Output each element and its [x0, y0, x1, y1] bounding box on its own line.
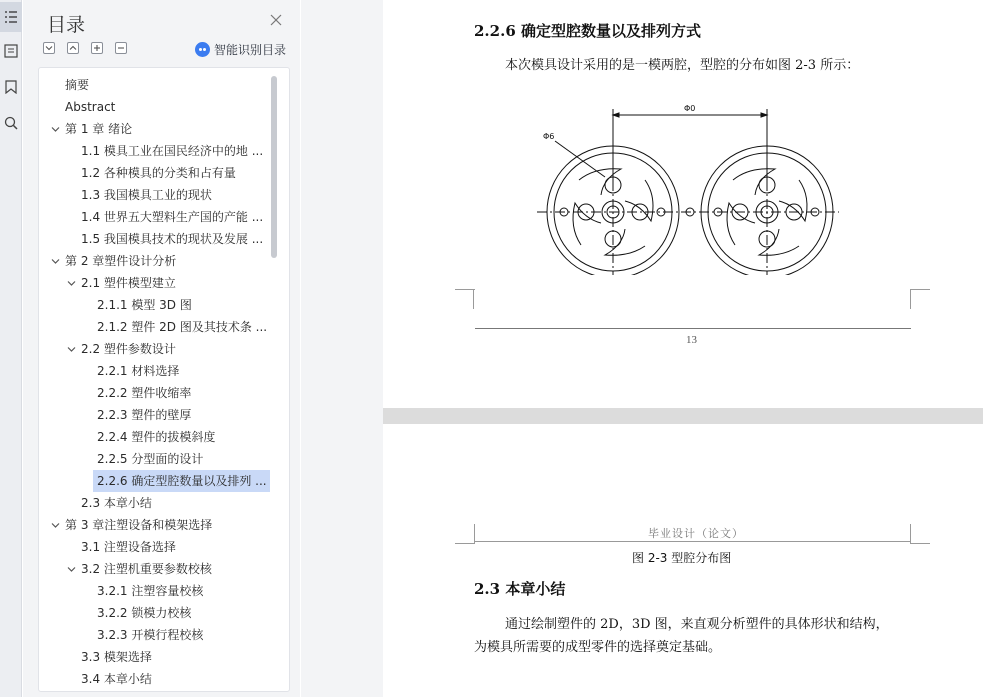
remove-heading-icon[interactable]	[115, 42, 127, 54]
bookmark-icon[interactable]	[0, 72, 22, 102]
outline-item[interactable]	[81, 184, 212, 206]
list-icon[interactable]	[0, 36, 22, 66]
document-gutter	[301, 0, 383, 697]
outline-item-label: 3.1 注塑设备选择	[81, 540, 176, 554]
page-header-text: 毕业设计（论文）	[648, 527, 744, 540]
page-corner-mark	[910, 289, 930, 309]
outline-icon[interactable]	[0, 2, 22, 32]
body-paragraph-line-1: 通过绘制塑件的 2D，3D 图，来直观分析塑件的具体形状和结构，	[505, 617, 889, 632]
body-paragraph-line-2: 为模具所需要的成型零件的选择奠定基础。	[474, 640, 722, 655]
outline-item[interactable]	[81, 492, 152, 514]
outline-item-label: 2.1 塑件模型建立	[81, 276, 176, 290]
outline-item[interactable]	[65, 250, 176, 272]
page-corner-mark	[473, 289, 474, 309]
outline-scrollbar[interactable]	[271, 76, 277, 258]
outline-item[interactable]	[81, 228, 263, 250]
chevron-down-icon[interactable]	[51, 257, 60, 266]
page-corner-mark	[474, 524, 475, 544]
footer-rule	[475, 328, 911, 329]
outline-item[interactable]	[97, 382, 191, 404]
outline-item[interactable]	[97, 580, 203, 602]
expand-all-icon[interactable]	[43, 42, 55, 54]
panel-title: 目录	[47, 14, 86, 36]
outline-item-label: 2.2.6 确定型腔数量以及排列 ...	[97, 474, 267, 488]
outline-item-label: 3.3 模架选择	[81, 650, 152, 664]
outline-item-label: 2.2.5 分型面的设计	[97, 452, 204, 466]
outline-item[interactable]	[81, 140, 263, 162]
outline-item[interactable]	[65, 514, 212, 536]
outline-item-label: 2.2.3 塑件的壁厚	[97, 408, 192, 422]
page-corner-mark	[910, 524, 930, 544]
outline-item[interactable]	[97, 294, 192, 316]
outline-item-label: 3.2.1 注塑容量校核	[97, 584, 204, 598]
outline-item-label: 3.2 注塑机重要参数校核	[81, 562, 212, 576]
outline-item-label: 第 3 章注塑设备和模架选择	[65, 518, 213, 532]
outline-item-label: 第 1 章 绪论	[65, 122, 133, 136]
outline-item-label: 2.2.2 塑件收缩率	[97, 386, 192, 400]
page-corner-mark	[910, 289, 911, 309]
chevron-down-icon[interactable]	[51, 521, 60, 530]
outline-item[interactable]	[65, 118, 132, 140]
page-corner-mark	[455, 289, 475, 309]
outline-item-label: 2.2 塑件参数设计	[81, 342, 176, 356]
add-heading-icon[interactable]	[91, 42, 103, 54]
outline-item[interactable]	[81, 272, 176, 294]
outline-item-label: 2.3 本章小结	[81, 496, 152, 510]
section-heading-2-3: 2.3 本章小结	[474, 580, 566, 598]
outline-item-label: 2.2.1 材料选择	[97, 364, 180, 378]
outline-tree	[38, 67, 290, 692]
smart-toc-icon	[195, 42, 210, 57]
chevron-down-icon[interactable]	[67, 565, 76, 574]
cavity-layout-drawing	[533, 95, 843, 275]
outline-item-label: 1.2 各种模具的分类和占有量	[81, 166, 236, 180]
outline-item[interactable]	[97, 624, 203, 646]
outline-item[interactable]	[81, 668, 152, 690]
header-rule	[475, 541, 911, 542]
outline-item-label: 1.3 我国模具工业的现状	[81, 188, 212, 202]
icon-rail	[0, 0, 22, 697]
outline-panel	[23, 0, 300, 697]
dimension-center-distance: Φ0	[684, 104, 696, 113]
outline-item[interactable]	[81, 338, 176, 360]
outline-item-label: 3.2.2 锁模力校核	[97, 606, 192, 620]
outline-item[interactable]	[97, 360, 179, 382]
outline-item-label: 3.4 本章小结	[81, 672, 152, 686]
outline-item-label: Abstract	[65, 100, 116, 114]
outline-item-label: 2.1.2 塑件 2D 图及其技术条 ...	[97, 320, 268, 334]
outline-item-label: 1.5 我国模具技术的现状及发展 ...	[81, 232, 264, 246]
outline-item[interactable]	[65, 74, 89, 96]
page-13	[383, 0, 983, 408]
outline-item-label: 摘要	[65, 78, 90, 92]
outline-item[interactable]	[97, 404, 191, 426]
chevron-down-icon[interactable]	[67, 345, 76, 354]
outline-item-label: 1.4 世界五大塑料生产国的产能 ...	[81, 210, 264, 224]
outline-item[interactable]	[81, 558, 212, 580]
outline-item[interactable]	[81, 536, 176, 558]
outline-item-selected[interactable]	[93, 470, 270, 492]
outline-item[interactable]	[81, 162, 236, 184]
page-corner-mark	[910, 524, 911, 544]
outline-item-label: 第 2 章塑件设计分析	[65, 254, 177, 268]
smart-toc-label: 智能识别目录	[214, 43, 287, 57]
smart-toc-button[interactable]	[195, 41, 286, 58]
document-area	[301, 0, 983, 697]
outline-item[interactable]	[81, 206, 263, 228]
outline-item-label: 2.1.1 模型 3D 图	[97, 298, 192, 312]
outline-item[interactable]	[97, 448, 203, 470]
outline-item-label: 2.2.4 塑件的拔模斜度	[97, 430, 216, 444]
page-number: 13	[686, 334, 697, 346]
dimension-hole-diameter: Φ6	[543, 132, 555, 141]
outline-item[interactable]	[97, 316, 267, 338]
find-icon[interactable]	[0, 108, 22, 138]
outline-item-label: 1.1 模具工业在国民经济中的地 ...	[81, 144, 264, 158]
outline-item[interactable]	[97, 426, 215, 448]
page-corner-mark	[455, 524, 475, 544]
outline-item[interactable]	[97, 602, 191, 624]
outline-item-label: 3.2.3 开模行程校核	[97, 628, 204, 642]
body-paragraph: 本次模具设计采用的是一模两腔，型腔的分布如图 2-3 所示：	[505, 58, 860, 73]
section-heading-2-2-6: 2.2.6 确定型腔数量以及排列方式	[474, 22, 701, 40]
chevron-down-icon[interactable]	[51, 125, 60, 134]
close-icon[interactable]	[269, 12, 283, 26]
chevron-down-icon[interactable]	[67, 279, 76, 288]
collapse-all-icon[interactable]	[67, 42, 79, 54]
figure-caption: 图 2-3 型腔分布图	[632, 551, 732, 565]
outline-item[interactable]	[65, 96, 115, 118]
page-14	[383, 424, 983, 697]
outline-item[interactable]	[81, 646, 152, 668]
